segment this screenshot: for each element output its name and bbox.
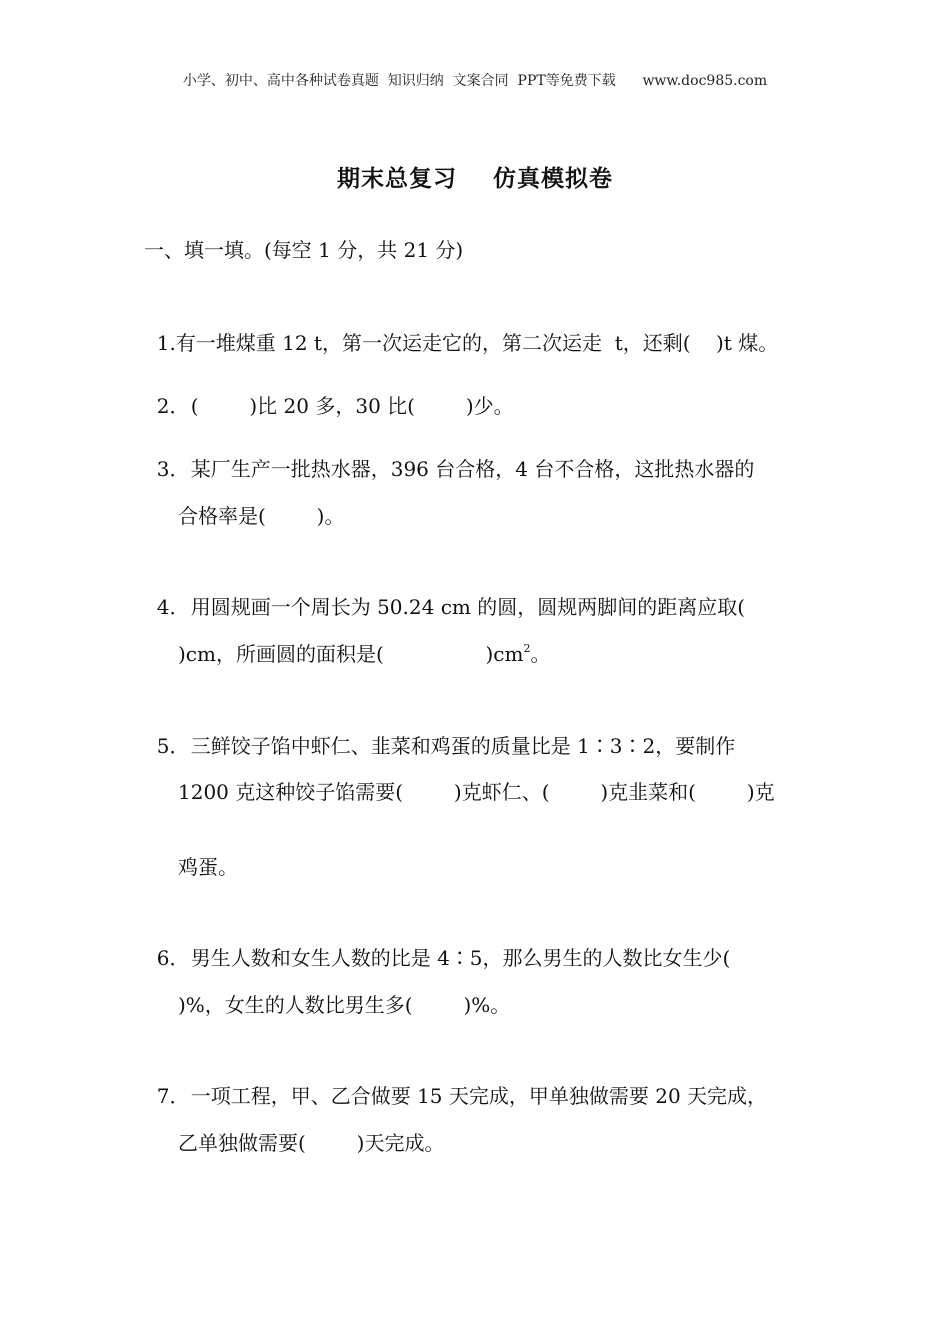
question-number: 6． — [156, 946, 190, 970]
question-7 — [144, 1054, 767, 1110]
question-text: 用圆规画一个周长为 50.24 cm 的圆，圆规两脚间的距离应取( — [190, 595, 746, 619]
question-2 — [144, 364, 514, 420]
question-number: 4． — [156, 595, 190, 619]
superscript-2: 2 — [523, 642, 531, 655]
question-text: 三鲜饺子馅中虾仁、韭菜和鸡蛋的质量比是 1∶3∶2，要制作 — [190, 734, 736, 758]
question-4 — [144, 565, 745, 621]
question-text: 一项工程，甲、乙合做要 15 天完成，甲单独做需要 20 天完成， — [190, 1084, 768, 1108]
question-text-end: 。 — [530, 642, 551, 666]
question-6 — [144, 916, 730, 972]
section-heading: 一、填一填。(每空 1 分，共 21 分) — [144, 238, 464, 262]
question-3 — [144, 427, 754, 483]
question-number: 2． — [156, 394, 190, 418]
site-header: 小学、初中、高中各种试卷真题 知识归纳 文案合同 PPT等免费下载 www.doc985.com — [182, 73, 768, 89]
question-text: 男生人数和女生人数的比是 4∶5，那么男生的人数比女生少( — [190, 946, 731, 970]
question-number: 1. — [156, 331, 176, 355]
question-number: 7． — [156, 1084, 190, 1108]
question-text: ( )比 20 多，30 比( )少。 — [190, 394, 514, 418]
question-text: 某厂生产一批热水器，396 台合格，4 台不合格，这批热水器的 — [190, 457, 755, 481]
question-5-cont-2: 鸡蛋。 — [178, 855, 238, 879]
question-number: 5． — [156, 734, 190, 758]
question-4-cont — [178, 640, 550, 668]
question-6-cont: )%，女生的人数比男生多( )%。 — [178, 993, 511, 1017]
question-7-cont: 乙单独做需要( )天完成。 — [178, 1131, 445, 1155]
page-title: 期末总复习 仿真模拟卷 — [336, 166, 614, 192]
question-5-cont: 1200 克这种饺子馅需要( )克虾仁、( )克韭菜和( )克 — [178, 780, 775, 804]
question-1 — [144, 301, 778, 357]
question-text: 有一堆煤重 12 t，第一次运走它的，第二次运走 t，还剩( )t 煤。 — [175, 331, 779, 355]
question-5 — [144, 704, 735, 760]
question-text: )cm，所画圆的面积是( )cm — [178, 642, 524, 666]
question-3-cont: 合格率是( )。 — [178, 504, 345, 528]
question-number: 3． — [156, 457, 190, 481]
